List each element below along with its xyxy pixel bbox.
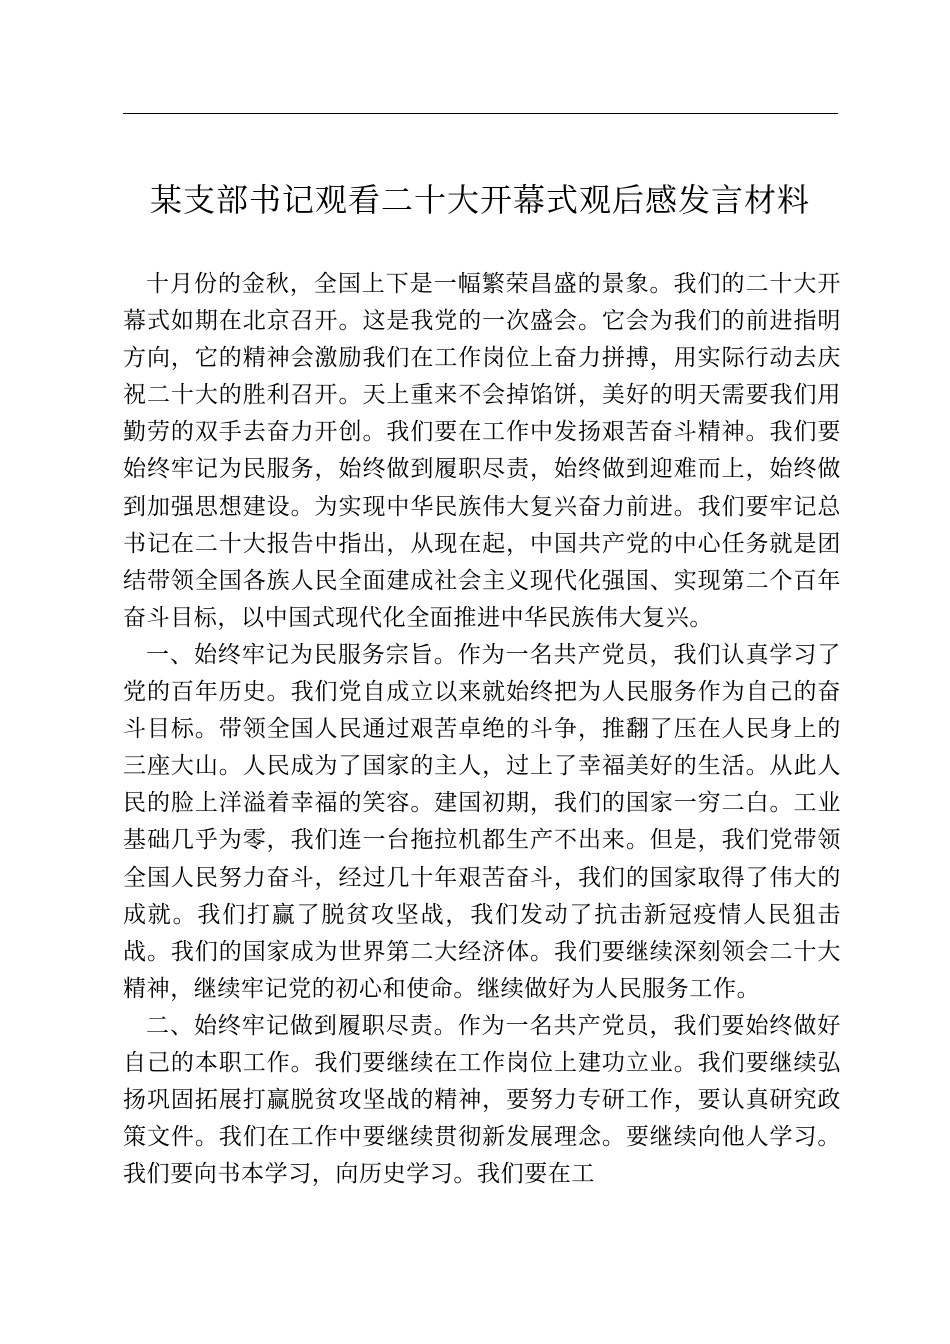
paragraph-section-two: 二、始终牢记做到履职尽责。作为一名共产党员，我们要始终做好自己的本职工作。我们要继续在工作岗位上建功立业。我们要继续弘扬巩固拓展打赢脱贫攻坚战的精神，要努力专研工作，要认真研究政策文件。我们在工作中要继续贯彻新发展理念。要继续向他人学习。我们要向书本学习，向历史学习。我们要在工	[123, 1012, 841, 1188]
paragraph-intro: 十月份的金秋，全国上下是一幅繁荣昌盛的景象。我们的二十大开幕式如期在北京召开。这是我党的一次盛会。它会为我们的前进指明方向，它的精神会激励我们在工作岗位上奋力拼搏，用实际行动去庆祝二十大的胜利召开。天上重来不会掉馅饼，美好的明天需要我们用勤劳的双手去奋力开创。我们要在工作中发扬艰苦奋斗精神。我们要始终牢记为民服务，始终做到履职尽责，始终做到迎难而上，始终做到加强思想建设。为实现中华民族伟大复兴奋力前进。我们要牢记总书记在二十大报告中指出，从现在起，中国共产党的中心任务就是团结带领全国各族人民全面建成社会主义现代化强国、实现第二个百年奋斗目标，以中国式现代化全面推进中华民族伟大复兴。	[123, 271, 841, 631]
document-body	[123, 266, 841, 1193]
paragraph-section-one: 一、始终牢记为民服务宗旨。作为一名共产党员，我们认真学习了党的百年历史。我们党自成立以来就始终把为人民服务作为自己的奋斗目标。带领全国人民通过艰苦卓绝的斗争，推翻了压在人民身上的三座大山。人民成为了国家的主人，过上了幸福美好的生活。从此人民的脸上洋溢着幸福的笑容。建国初期，我们的国家一穷二白。工业基础几乎为零，我们连一台拖拉机都生产不出来。但是，我们党带领全国人民努力奋斗，经过几十年艰苦奋斗，我们的国家取得了伟大的成就。我们打赢了脱贫攻坚战，我们发动了抗击新冠疫情人民狙击战。我们的国家成为世界第二大经济体。我们要继续深刻领会二十大精神，继续牢记党的初心和使命。继续做好为人民服务工作。	[123, 641, 841, 1002]
document-title: 某支部书记观看二十大开幕式观后感发言材料	[149, 181, 810, 219]
header-rule	[123, 113, 838, 114]
